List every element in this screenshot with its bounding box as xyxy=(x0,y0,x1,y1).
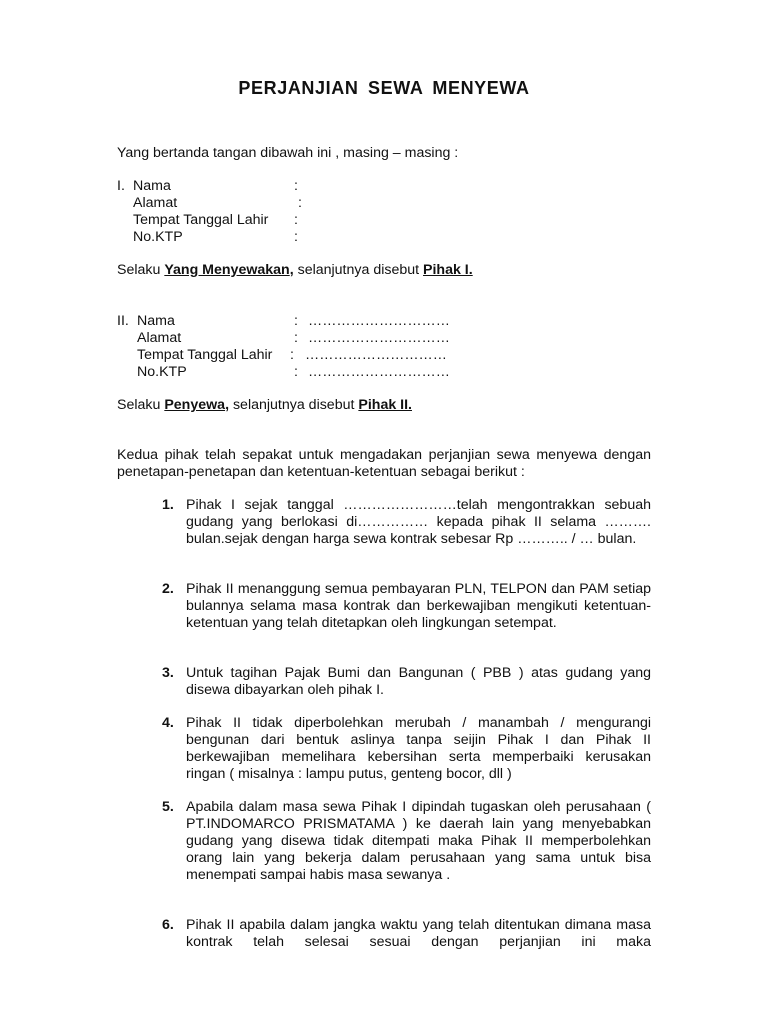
party2-role-mid: selanjutnya disebut xyxy=(229,397,359,413)
party1-role-name: Pihak I. xyxy=(423,262,473,278)
party2-role-name: Pihak II. xyxy=(358,397,412,413)
party1-role-line xyxy=(117,262,473,279)
party2-role: Penyewa xyxy=(164,397,226,413)
party1-label-ktp: No.KTP xyxy=(133,229,183,245)
party2-role-line xyxy=(117,397,412,414)
clause-2-number: 2. xyxy=(162,581,174,597)
agreement-intro: Kedua pihak telah sepakat untuk mengadakan perjanjian sewa menyewa dengan penetapan-penetapan dan ketentuan-ketentuan sebagai berikut : xyxy=(117,447,651,480)
clause-3-number: 3. xyxy=(162,665,174,681)
party2-sep-ttl: : xyxy=(290,347,294,363)
party1-label-nama: Nama xyxy=(133,178,171,194)
party2-sep-nama: : xyxy=(294,313,298,329)
clause-4-number: 4. xyxy=(162,715,174,731)
clause-2-text: Pihak II menanggung semua pembayaran PLN, TELPON dan PAM setiap bulannya selama masa kontrak dan berkewajiban mengikuti ketentuan-ketentuan yang telah ditetapkan oleh lingkungan setempat. xyxy=(186,581,651,631)
party2-value-nama: ………………………… xyxy=(308,313,450,329)
party1-sep-ktp: : xyxy=(294,229,298,245)
clause-3-text: Untuk tagihan Pajak Bumi dan Bangunan ( PBB ) atas gudang yang disewa dibayarkan oleh pihak I. xyxy=(186,665,651,698)
clause-5-text: Apabila dalam masa sewa Pihak I dipindah tugaskan oleh perusahaan ( PT.INDOMARCO PRISMATAMA ) ke daerah lain yang menyebabkan gudang yang disewa tidak ditempati maka Pihak II memperbolehkan orang lain yang bekerja dalam perusahaan yang sama untuk bisa menempati sampai habis masa sewanya . xyxy=(186,799,651,883)
clause-1-number: 1. xyxy=(162,497,174,513)
party1-role-mid: selanjutnya disebut xyxy=(293,262,424,278)
party1-roman: I. xyxy=(117,178,125,194)
party1-sep-nama: : xyxy=(294,178,298,194)
clause-4-text: Pihak II tidak diperbolehkan merubah / manambah / mengurangi bengunan dari bentuk aslinya tanpa seijin Pihak I dan Pihak II berkewajiban memelihara kebersihan serta memperbaiki kerusakan ringan ( misalnya : lampu putus, genteng bocor, dll ) xyxy=(186,715,651,782)
clause-6-text: Pihak II apabila dalam jangka waktu yang telah ditentukan dimana masa kontrak telah selesai sesuai dengan perjanjian ini maka xyxy=(186,917,651,950)
party2-label-alamat: Alamat xyxy=(137,330,182,346)
party2-label-ktp: No.KTP xyxy=(137,364,187,380)
party1-sep-alamat: : xyxy=(298,195,302,211)
clause-5-number: 5. xyxy=(162,799,174,815)
party1-role: Yang Menyewakan xyxy=(164,262,290,278)
party1-role-comma: , xyxy=(289,262,294,278)
party2-value-ktp: ………………………… xyxy=(308,364,450,380)
intro-text: Yang bertanda tangan dibawah ini , masing – masing : xyxy=(117,145,459,161)
clause-6-number: 6. xyxy=(162,917,174,933)
party2-sep-ktp: : xyxy=(294,364,298,380)
party1-sep-ttl: : xyxy=(294,212,298,228)
party2-label-nama: Nama xyxy=(137,313,175,329)
party2-roman: II. xyxy=(117,313,129,329)
party1-label-alamat: Alamat xyxy=(133,195,178,211)
party2-sep-alamat: : xyxy=(294,330,298,346)
party1-role-pre: Selaku xyxy=(117,262,165,278)
party2-role-pre: Selaku xyxy=(117,397,165,413)
party2-role-comma: , xyxy=(225,397,230,413)
party2-value-alamat: ………………………… xyxy=(308,330,450,346)
clause-1-text: Pihak I sejak tanggal ……………………telah mengontrakkan sebuah gudang yang berlokasi di…………… kepada pihak II selama ………. bulan.sejak dengan harga sewa kontrak sebesar Rp ……….. / … bulan. xyxy=(186,497,651,547)
document-title: PERJANJIAN SEWA MENYEWA xyxy=(238,78,530,98)
party2-label-ttl: Tempat Tanggal Lahir xyxy=(137,347,273,363)
party2-value-ttl: ………………………… xyxy=(305,347,447,363)
party1-label-ttl: Tempat Tanggal Lahir xyxy=(133,212,269,228)
